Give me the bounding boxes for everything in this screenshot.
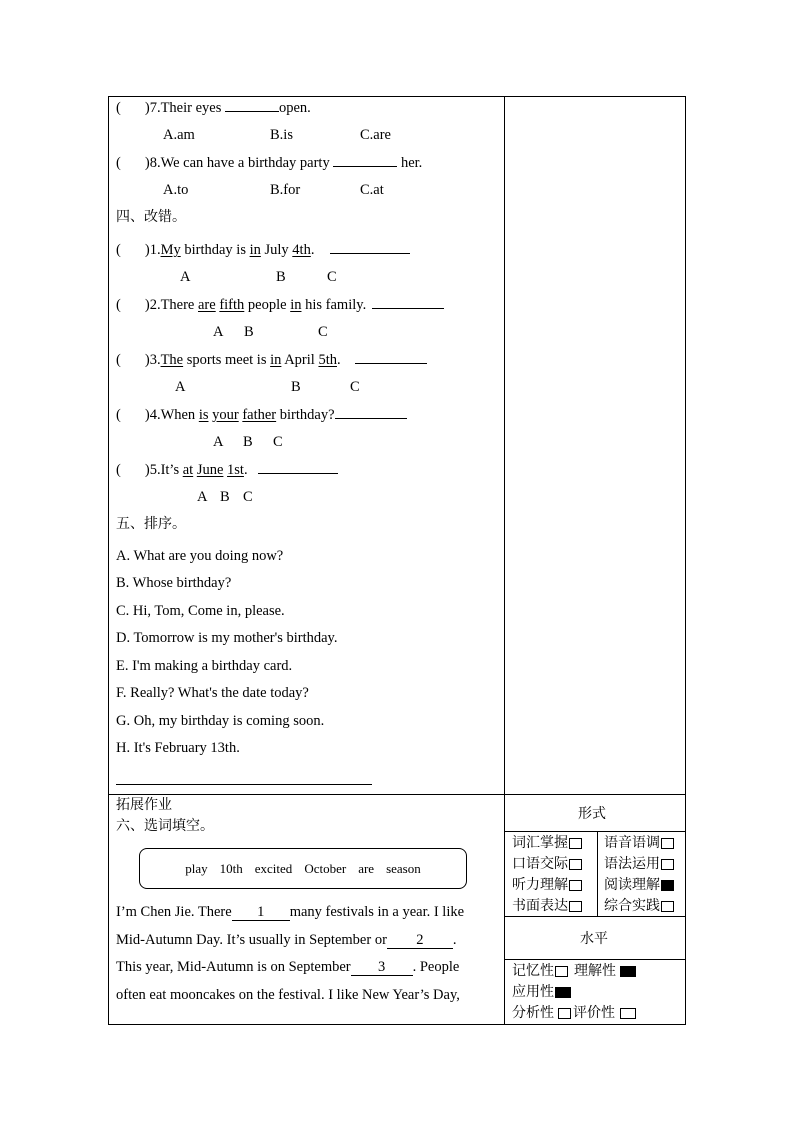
correction-5: ( )5.It’s at June 1st. [116, 460, 338, 479]
skill-phonetics: 语音语调 [604, 834, 674, 852]
skill-writing: 书面表达 [512, 897, 582, 915]
skill-listening: 听力理解 [512, 876, 582, 894]
answer-blank[interactable] [372, 295, 444, 309]
passage-line-1: I’m Chen Jie. There 1 many festivals in a year. I like [116, 904, 465, 920]
answer-blank[interactable] [355, 350, 427, 364]
word: season [386, 860, 421, 876]
c4-letter-b: B [243, 434, 253, 450]
c3-letter-b: B [291, 379, 301, 395]
skill-grammar: 语法运用 [604, 855, 674, 873]
word: excited [254, 860, 293, 876]
checkbox[interactable] [555, 966, 568, 977]
correction-3: ( )3.The sports meet is in April 5th. [116, 350, 427, 369]
correction-4: ( )4.When is your father birthday? [116, 405, 407, 424]
q8-option-c: C.at [360, 182, 384, 198]
c1-letter-c: C [327, 269, 337, 285]
q8-option-a: A.to [163, 182, 189, 198]
c1-letter-a: A [180, 269, 191, 285]
answer-blank[interactable] [335, 405, 407, 419]
blank-2[interactable]: 2 [387, 933, 453, 949]
answer-blank[interactable] [225, 98, 279, 112]
word-bank [139, 848, 467, 889]
sort-item: C. Hi, Tom, Come in, please. [116, 603, 285, 619]
q7-option-b: B.is [270, 127, 293, 143]
checkbox[interactable] [569, 901, 582, 912]
c1-letter-b: B [276, 269, 286, 285]
sort-item: G. Oh, my birthday is coming soon. [116, 713, 325, 729]
c4-letter-c: C [273, 434, 283, 450]
question-8: ( )8.We can have a birthday party her. [116, 155, 423, 171]
sort-item: E. I'm making a birthday card. [116, 658, 293, 674]
checkbox[interactable] [661, 901, 674, 912]
sort-item: D. Tomorrow is my mother's birthday. [116, 630, 338, 646]
answer-blank[interactable] [258, 460, 338, 474]
answer-blank[interactable] [333, 153, 397, 167]
checkbox[interactable] [558, 1008, 571, 1019]
column-divider [504, 96, 505, 1025]
skill-practice: 综合实践 [604, 897, 674, 915]
q7-option-a: A.am [163, 127, 195, 143]
level-divider-top [504, 916, 686, 917]
question-7: ( )7.Their eyes open. [116, 100, 311, 116]
checkbox[interactable] [661, 859, 674, 870]
blank-1[interactable]: 1 [232, 905, 290, 921]
checkbox[interactable] [661, 838, 674, 849]
answer-blank[interactable] [330, 240, 410, 254]
c5-letter-a: A [197, 489, 208, 505]
c3-letter-a: A [175, 379, 186, 395]
c2-letter-c: C [318, 324, 328, 340]
checkbox-checked[interactable] [620, 966, 636, 977]
c3-letter-c: C [350, 379, 360, 395]
correction-2: ( )2.There are fifth people in his family. [116, 295, 444, 314]
checkbox[interactable] [569, 880, 582, 891]
checkbox-checked[interactable] [661, 880, 674, 891]
c2-letter-a: A [213, 324, 224, 340]
checkbox[interactable] [569, 838, 582, 849]
c5-letter-b: B [220, 489, 230, 505]
level-title: 水平 [580, 931, 608, 947]
q7-option-c: C.are [360, 127, 391, 143]
level-row-3: 分析性 评价性 [512, 1004, 636, 1022]
blank-3[interactable]: 3 [351, 960, 413, 976]
sort-item: F. Really? What's the date today? [116, 685, 309, 701]
extension-label: 拓展作业 [116, 797, 172, 813]
sort-item: A. What are you doing now? [116, 548, 284, 564]
section-5-title: 五、排序。 [116, 516, 186, 532]
level-row-2: 应用性 [512, 983, 571, 1001]
q8-option-b: B.for [270, 182, 301, 198]
section-4-title: 四、改错。 [116, 209, 186, 225]
word: October [304, 860, 347, 876]
sort-item: H. It's February 13th. [116, 740, 240, 756]
skills-divider [597, 831, 598, 916]
c2-letter-b: B [244, 324, 254, 340]
passage-line-2: Mid-Autumn Day. It’s usually in September or 2 . [116, 932, 457, 948]
form-divider [504, 831, 686, 832]
c5-letter-c: C [243, 489, 253, 505]
word: are [358, 860, 375, 876]
word: 10th [219, 860, 243, 876]
level-divider [504, 959, 686, 960]
c4-letter-a: A [213, 434, 224, 450]
level-row-1: 记忆性 理解性 [512, 962, 636, 980]
checkbox-checked[interactable] [555, 987, 571, 998]
sort-item: B. Whose birthday? [116, 575, 232, 591]
checkbox[interactable] [620, 1008, 636, 1019]
passage-line-4: often eat mooncakes on the festival. I like New Year’s Day, [116, 987, 460, 1003]
skill-speaking: 口语交际 [512, 855, 582, 873]
section-6-title: 六、选词填空。 [116, 818, 214, 834]
passage-line-3: This year, Mid-Autumn is on September 3 . People [116, 959, 460, 975]
row-divider [108, 794, 686, 795]
checkbox[interactable] [569, 859, 582, 870]
sort-answer-line[interactable] [116, 784, 372, 785]
word: play [185, 860, 208, 876]
correction-1: ( )1.My birthday is in July 4th. [116, 240, 410, 259]
skill-reading: 阅读理解 [604, 876, 674, 894]
form-title: 形式 [578, 806, 606, 822]
skill-vocab: 词汇掌握 [512, 834, 582, 852]
